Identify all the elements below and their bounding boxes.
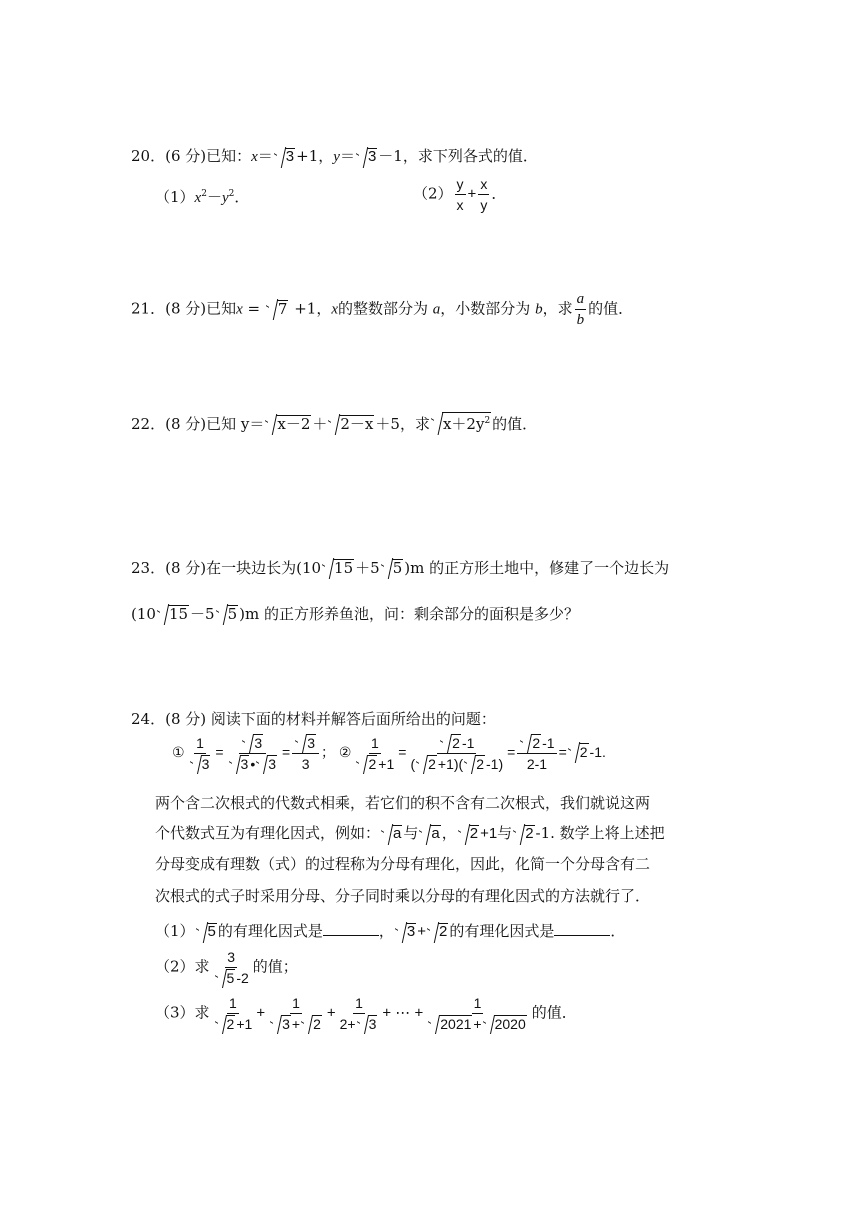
- q22-radical-3: [431, 412, 491, 434]
- q20-y-eq: ＝: [339, 147, 355, 165]
- q24-p1-comma: ，: [378, 922, 394, 940]
- q20-x-radicand: 3: [285, 148, 295, 165]
- q24-p3-f2-num: 1: [290, 994, 302, 1014]
- q20-p1-x: x: [194, 190, 202, 206]
- q20-p2-plus: +: [467, 185, 477, 203]
- q24-p3-f4-num: 1: [472, 994, 484, 1014]
- q21-frac-num: a: [575, 290, 587, 310]
- q24-ex2-f2-den-radical-1: [416, 755, 437, 773]
- q24-ex2-eq1: =: [398, 744, 407, 761]
- q24-ex1-f3-num-radical: [295, 734, 316, 752]
- q24-p3-f4-den-r2: 2020: [494, 1016, 526, 1032]
- q22-radicand-3-wrap: [442, 412, 491, 432]
- q24-ex2-res-tail: -1.: [589, 744, 606, 761]
- q24-para2-radical-3: [458, 824, 479, 844]
- q24-ex2-f3-num-rad: 2: [532, 735, 541, 751]
- q24-p2-end: 的值；: [252, 957, 298, 976]
- q24-ex2-f2-den-a: (: [410, 756, 416, 772]
- q24-ex1-f2-den-radical-b: [256, 755, 277, 773]
- q23-line2-b: －5: [190, 605, 215, 623]
- q24-p1-plus: +: [417, 923, 427, 940]
- q24-ex1-eq2: =: [282, 744, 291, 761]
- q24-p2-den-wrap: [212, 968, 251, 987]
- q24-ex2-f1-num: 1: [369, 734, 381, 754]
- q24-p2-den-tail: -2: [236, 970, 249, 986]
- q23-radicand-4: 5: [227, 605, 238, 623]
- q24-p1-radical-3: [427, 922, 448, 942]
- q20-p2-frac-x-over-y: [478, 175, 489, 214]
- q20-y-radical: [356, 147, 377, 167]
- q24-p3-f2-den-r2: 2: [313, 1016, 321, 1032]
- q21-tail1: +1，: [289, 299, 332, 318]
- question-20-part-2: [413, 175, 506, 214]
- q20-p1-y-exp: 2: [228, 189, 235, 199]
- q24-ex2-eq2: =: [507, 744, 516, 761]
- q24-p3-plus-1: +: [256, 1004, 266, 1022]
- q24-ex2-f2-num-wrap: [437, 734, 476, 754]
- q24-ex2-f1-den-tail: +1: [378, 756, 395, 772]
- q24-para2-radical-1: [381, 824, 402, 844]
- q22-radicand-3: x＋2y: [442, 415, 485, 433]
- q20-y-var: y: [333, 149, 340, 165]
- q24-p1-r2: 3: [406, 923, 416, 940]
- question-24-label: [131, 709, 496, 729]
- q21-end: 的值．: [588, 299, 634, 318]
- q24-para2-r1: a: [393, 825, 402, 842]
- q20-p2-f2-den: y: [480, 197, 488, 213]
- q20-x-tail: +1，: [296, 147, 334, 165]
- q21-x2: x: [331, 301, 338, 318]
- q24-ex1-f2-den-a: 3: [240, 756, 249, 772]
- q24-p3-f2-den-wrap: [267, 1014, 325, 1033]
- q24-p2-fraction: [212, 948, 251, 987]
- q24-ex2-frac-2: [408, 734, 505, 773]
- q24-para2-radical-2: [419, 824, 440, 844]
- q24-ex2-res-radical: [568, 742, 589, 762]
- q24-p3-label: （3）求: [155, 1003, 210, 1022]
- q24-p3-frac-1: [212, 994, 255, 1033]
- q21-radical: [266, 299, 289, 319]
- q24-ex1-f2-num-radical: [242, 734, 263, 752]
- question-20-line: [131, 146, 538, 167]
- q24-p3-dots: + ⋯ +: [382, 1004, 424, 1022]
- q20-p2-label: （2）: [413, 184, 453, 203]
- q24-ex2-eq3: =: [558, 744, 567, 761]
- q24-ex2-frac-3: [517, 734, 556, 773]
- q24-ex1-dot: •: [250, 756, 256, 772]
- q24-ex1-f2-den-radical-a: [229, 755, 250, 773]
- q24-ex1-mark: ①: [172, 745, 185, 762]
- q24-para2-with1: 与: [403, 824, 419, 842]
- q20-p2-f1-num: y: [455, 175, 466, 195]
- q21-frac-den: b: [576, 312, 585, 328]
- q24-ex1-f3-num-wrap: [292, 734, 319, 754]
- q24-p1-end: ．: [610, 922, 626, 940]
- q21-radicand: 7: [277, 299, 288, 318]
- q23-radical-3: [157, 604, 189, 624]
- q24-ex1-f2-den-b: 3: [268, 756, 277, 772]
- q20-x-radical: [274, 147, 295, 167]
- q23-radicand-2: 5: [392, 559, 403, 577]
- q24-ex1-f1-num: 1: [194, 734, 206, 754]
- q24-label: 24．(8 分) 阅读下面的材料并解答后面所给出的问题：: [131, 710, 496, 728]
- q24-p1-label: （1）: [155, 922, 195, 940]
- q24-ex2-f2-num-rad: 2: [452, 735, 460, 751]
- q24-p3-plus-2: +: [326, 1004, 336, 1022]
- q24-ex2-f2-den-c: -1): [486, 756, 504, 772]
- q20-label: 20．(6 分)已知：: [131, 147, 252, 165]
- q20-y-tail: －1，求下列各式的值．: [378, 147, 538, 165]
- q23-radical-2: [381, 558, 404, 578]
- q21-eq: =: [242, 299, 265, 318]
- q22-end: 的值．: [492, 415, 538, 433]
- q22-tail: ＋5，求: [375, 415, 430, 433]
- q24-ex1-frac-3: [292, 734, 319, 773]
- q24-ex1-f1-den: 3: [201, 756, 210, 772]
- q24-p2-den-radical: [215, 969, 236, 987]
- q24-ex1-f3-den: 3: [301, 756, 310, 772]
- q24-p3-f3-den-a: 2+: [339, 1016, 356, 1032]
- q24-p3-end: 的值．: [531, 1003, 577, 1022]
- question-20-part-1: [155, 184, 249, 208]
- q24-para2-radical-4: [513, 824, 534, 844]
- q24-p3-f1-num: 1: [227, 994, 239, 1014]
- q24-ex1-f2-den-wrap: [226, 754, 281, 773]
- q24-para2-comma: ，: [441, 824, 457, 842]
- q20-p1-label: （1）: [155, 188, 195, 206]
- q24-paragraph-line-2: [155, 823, 665, 844]
- q24-examples: [172, 734, 606, 773]
- q20-p1-x-exp: 2: [201, 189, 207, 199]
- q24-p3-f3-den-wrap: [338, 1014, 381, 1033]
- q24-para2-a: 个代数式互为有理化因式，例如：: [155, 824, 381, 842]
- q20-p2-f1-den: x: [456, 197, 464, 213]
- q24-para2-t2: -1. 数学上将上述把: [535, 824, 665, 842]
- q24-p3-f2-den-r1: 3: [282, 1016, 290, 1032]
- q24-p1-answer-blank-1[interactable]: [323, 921, 379, 936]
- q24-ex2-res-rad: 2: [579, 744, 588, 761]
- q24-p1-radical-1: [196, 922, 217, 942]
- q24-p3-f4-den-r1: 2021: [440, 1016, 472, 1032]
- q24-ex2-f2-den-r1: 2: [428, 756, 436, 772]
- q24-ex2-f2-num-tail: -1: [461, 735, 475, 751]
- q24-p3-f4-den-radical-2: [483, 1015, 527, 1033]
- q24-ex2-f2-den-radical-2: [464, 755, 485, 773]
- q20-p2-end: ．: [491, 184, 507, 203]
- q21-x-var: x: [236, 301, 243, 318]
- q24-ex2-mark: ②: [338, 745, 352, 762]
- q20-p1-minus: －: [206, 188, 222, 206]
- q24-para2-r2: a: [431, 825, 440, 842]
- q24-ex2-f2-den-b: +1)(: [437, 756, 464, 772]
- q24-p1-t2: 的有理化因式是: [449, 922, 555, 940]
- q22-label: 22．(8 分)已知 y＝: [131, 415, 265, 433]
- q24-ex2-f1-den-wrap: [353, 754, 396, 773]
- q24-ex1-f2-num: 3: [254, 735, 263, 751]
- q24-ex2-f3-num-tail: -1: [542, 735, 555, 751]
- q24-ex2-frac-1: [353, 734, 396, 773]
- q23-line2-c: )m 的正方形养鱼池，问：剩余部分的面积是多少？: [239, 605, 579, 623]
- q24-para3: 分母变成有理数（式）的过程称为分母有理化，因此，化简一个分母含有二: [155, 855, 651, 873]
- q20-y-radicand: 3: [367, 148, 377, 165]
- q20-p2-f2-num: x: [478, 175, 489, 195]
- q24-ex1-f2-num-wrap: [239, 734, 266, 754]
- q24-p2-den-rad: 5: [226, 970, 235, 986]
- q24-p3-f3-den-radical: [357, 1015, 378, 1033]
- q24-p3-f3-num: 1: [353, 994, 365, 1014]
- q24-ex2-f3-num-radical: [520, 734, 541, 752]
- q24-p3-frac-3: [338, 994, 381, 1033]
- q24-p3-f2-den-radical-2: [301, 1015, 322, 1033]
- q24-ex2-f1-den-rad: 2: [368, 756, 377, 772]
- question-22-line: [131, 412, 537, 434]
- q24-p1-r3: 2: [439, 923, 448, 940]
- q24-ex1-eq1: =: [215, 744, 224, 761]
- q24-ex2-f2-den-wrap: [408, 754, 505, 773]
- q22-radicand-1: x－2: [277, 415, 311, 433]
- q21-label: 21．(8 分)已知: [131, 299, 237, 318]
- q24-p3-f2-den-plus: +: [291, 1016, 301, 1032]
- q24-p3-f1-den-radical: [215, 1015, 236, 1033]
- q20-p1-y: y: [221, 190, 229, 206]
- q21-mid1: 的整数部分为: [338, 299, 433, 318]
- q24-p3-f1-den-tail: +1: [236, 1016, 253, 1032]
- q21-mid2: ，小数部分为: [440, 299, 536, 318]
- q23-line1-a: 23．(8 分)在一块边长为(10: [131, 559, 322, 577]
- q20-p1-end: ．: [234, 188, 250, 206]
- q24-para2-r4: 2: [525, 825, 534, 842]
- q24-p3-f3-den-r: 3: [368, 1016, 377, 1032]
- q24-ex1-sep: ；: [321, 744, 336, 761]
- q24-ex2-f2-den-r2: 2: [476, 756, 484, 772]
- q24-p2-num: 3: [225, 948, 237, 968]
- q22-radical-2: [328, 414, 374, 434]
- q21-b: b: [535, 301, 543, 318]
- q20-x-var: x: [251, 149, 258, 165]
- q23-radical-4: [216, 604, 239, 624]
- q23-line2-a: (10: [131, 605, 156, 623]
- q24-ex1-f1-den-wrap: [187, 754, 214, 773]
- q24-p2-label: （2）求: [155, 957, 210, 976]
- question-23-line-2: [131, 604, 579, 624]
- q22-radical-1: [265, 414, 311, 434]
- q23-radical-1: [322, 558, 354, 578]
- q24-paragraph-line-1: [155, 793, 650, 813]
- q24-p3-frac-2: [267, 994, 325, 1033]
- q24-part-3: [155, 994, 577, 1033]
- question-23-line-1: [131, 558, 669, 578]
- q24-ex2-f2-num-radical: [440, 734, 461, 752]
- q21-frac-a-over-b: [575, 290, 587, 329]
- q24-p1-radical-2: [395, 922, 416, 942]
- q23-radicand-3: 15: [168, 605, 189, 623]
- q24-p3-f4-den-wrap: [425, 1014, 530, 1033]
- q24-ex2-f3-num-wrap: [517, 734, 556, 754]
- q23-line1-c: )m 的正方形土地中，修建了一个边长为: [404, 559, 670, 577]
- q22-radicand-2: 2－x: [340, 415, 374, 433]
- q24-part-2: [155, 948, 298, 987]
- q24-para4: 次根式的式子时采用分母、分子同时乘以分母的有理化因式的方法就行了．: [155, 887, 651, 905]
- q24-p3-f4-den-radical-1: [428, 1015, 472, 1033]
- q24-ex1-f1-radical: [190, 755, 211, 773]
- q23-radicand-1: 15: [334, 559, 354, 577]
- q24-ex2-f1-den-radical: [356, 755, 377, 773]
- q24-p1-answer-blank-2[interactable]: [554, 921, 610, 936]
- q24-part-1: [155, 921, 625, 942]
- q24-paragraph-line-3: [155, 854, 650, 874]
- q24-paragraph-line-4: [155, 886, 650, 906]
- q24-p3-frac-4: [425, 994, 530, 1033]
- q24-p3-f4-den-plus: +: [473, 1016, 482, 1032]
- q20-p2-frac-y-over-x: [455, 175, 466, 214]
- q21-mid3: ，求: [542, 299, 573, 318]
- q24-ex1-frac-2: [226, 734, 281, 773]
- q24-ex2-f3-den: 2-1: [526, 756, 548, 772]
- q24-p3-f1-den-wrap: [212, 1014, 255, 1033]
- q24-para2-r3: 2: [469, 825, 479, 842]
- q24-ex1-f3-num: 3: [307, 735, 316, 751]
- q23-line1-b: ＋5: [355, 559, 380, 577]
- q24-para2-t1: +1与: [480, 825, 513, 842]
- question-21-line: [131, 290, 633, 329]
- q24-para1: 两个含二次根式的代数式相乘，若它们的积不含有二次根式，我们就说这两: [155, 794, 651, 812]
- q24-ex1-frac-1: [187, 734, 214, 773]
- q20-x-eq: ＝: [257, 147, 273, 165]
- q22-radicand-3-exp: 2: [484, 416, 491, 426]
- q22-plus1: ＋: [312, 415, 328, 433]
- q21-a: a: [432, 301, 441, 318]
- q24-p1-r1: 5: [207, 923, 216, 940]
- q24-p3-f2-den-radical-1: [270, 1015, 291, 1033]
- q24-p3-f1-den-rad: 2: [226, 1016, 235, 1032]
- q24-p1-t1: 的有理化因式是: [217, 922, 323, 940]
